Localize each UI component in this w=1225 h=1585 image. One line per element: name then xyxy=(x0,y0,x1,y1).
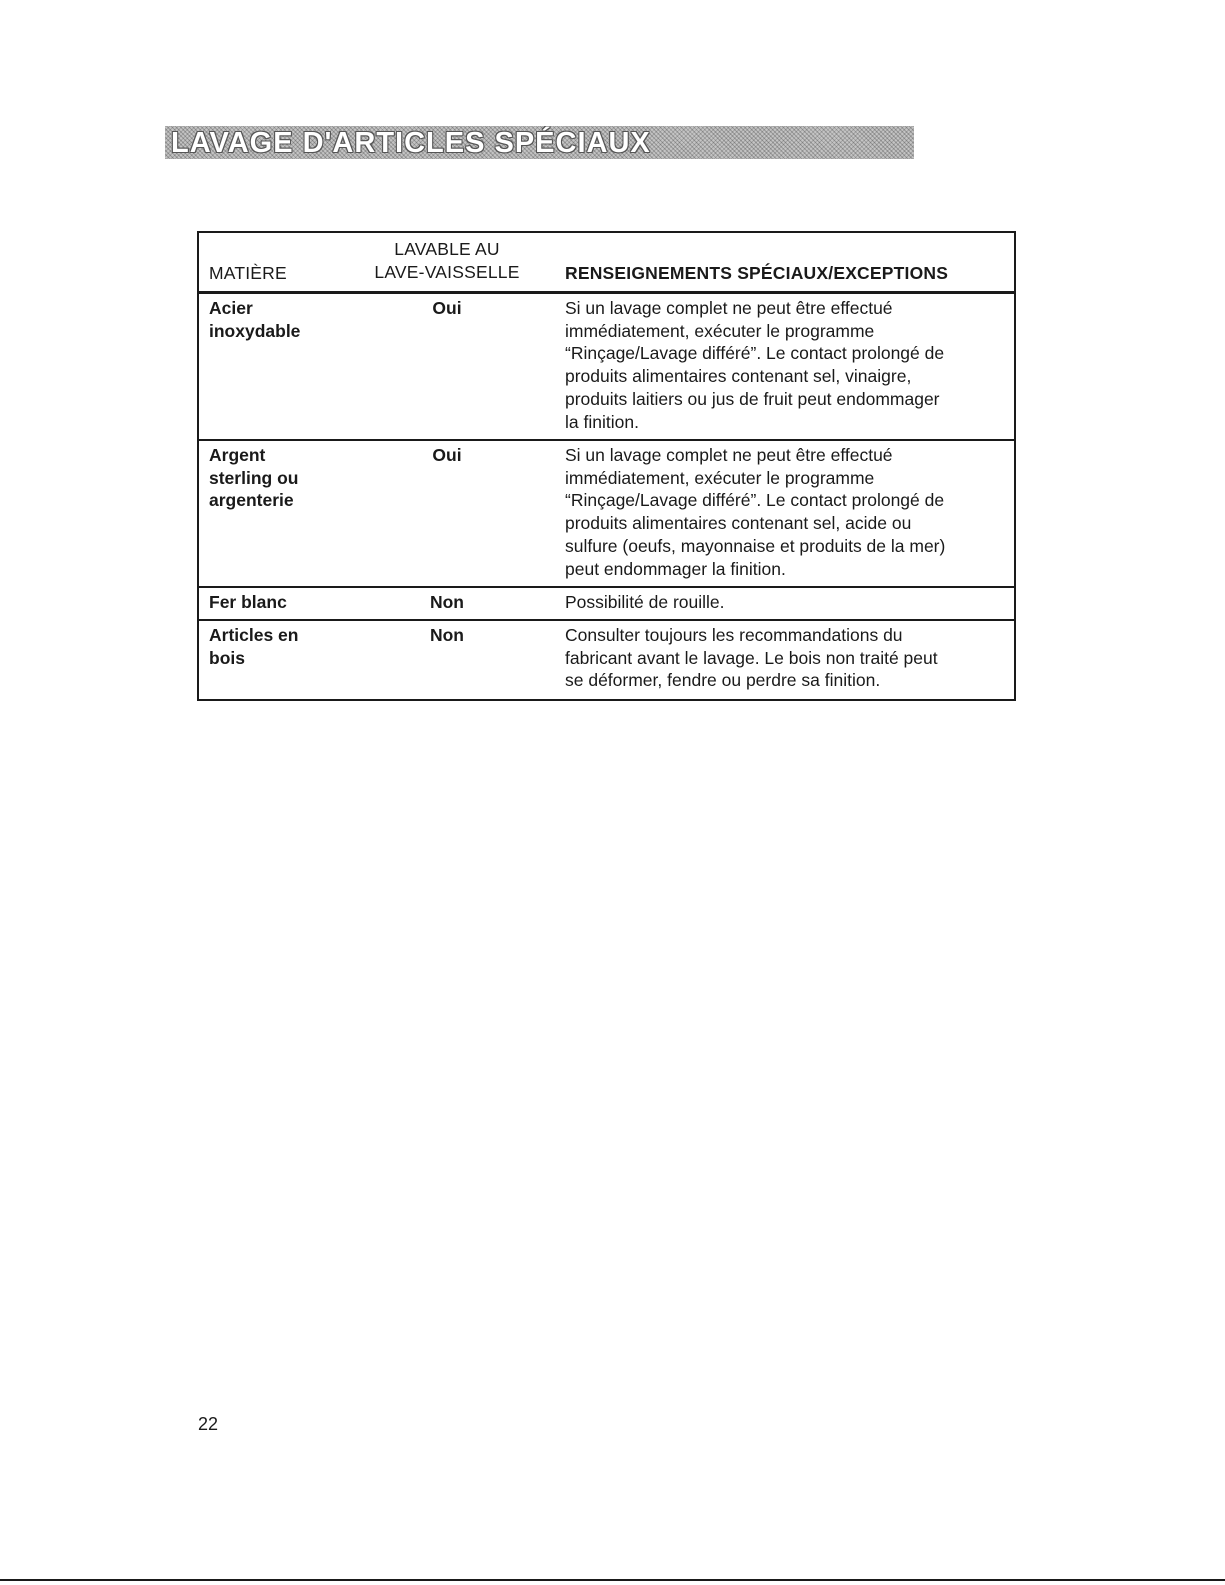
dishwasher-safe-cell: Oui xyxy=(432,298,462,318)
dishwasher-safe-cell: Non xyxy=(429,592,465,612)
header-dishwasher-safe: LAVABLE AU LAVE-VAISSELLE xyxy=(374,239,520,282)
special-info-cell: Si un lavage complet ne peut être effectué immédiatement, exécuter le programme “Rinçage/Lavage différé”. Le contact prolongé de produits alimentaires contenant sel, acide ou sulfure (oeufs, mayonnaise et produits de la mer) peut endommager la finition. xyxy=(565,445,946,579)
table-row xyxy=(199,621,1014,699)
material-cell: Articles en bois xyxy=(209,625,299,668)
dishwasher-safe-cell: Oui xyxy=(432,445,462,465)
table-row xyxy=(199,441,1014,588)
section-banner xyxy=(165,126,914,159)
special-info-cell: Si un lavage complet ne peut être effectué immédiatement, exécuter le programme “Rinçage/Lavage différé”. Le contact prolongé de produits alimentaires contenant sel, vinaigre, produits laitiers ou jus de fruit peut endommager la finition. xyxy=(565,298,945,432)
special-info-cell: Consulter toujours les recommandations du fabricant avant le lavage. Le bois non traité peut se déformer, fendre ou perdre sa finition. xyxy=(565,625,938,691)
table-header xyxy=(199,233,1014,294)
material-cell: Acier inoxydable xyxy=(209,298,301,341)
header-material: MATIÈRE xyxy=(209,263,287,283)
table-row xyxy=(199,588,1014,621)
material-cell: Argent sterling ou argenterie xyxy=(209,445,299,511)
header-special-info: RENSEIGNEMENTS SPÉCIAUX/EXCEPTIONS xyxy=(565,263,949,283)
special-items-table xyxy=(197,231,1016,701)
dishwasher-safe-cell: Non xyxy=(429,625,465,645)
section-title: LAVAGE D'ARTICLES SPÉCIAUX xyxy=(171,127,651,159)
page-number: 22 xyxy=(198,1414,219,1434)
material-cell: Fer blanc xyxy=(209,592,287,612)
footer-rule xyxy=(0,1579,1225,1581)
table-row xyxy=(199,294,1014,441)
special-info-cell: Possibilité de rouille. xyxy=(565,592,725,612)
